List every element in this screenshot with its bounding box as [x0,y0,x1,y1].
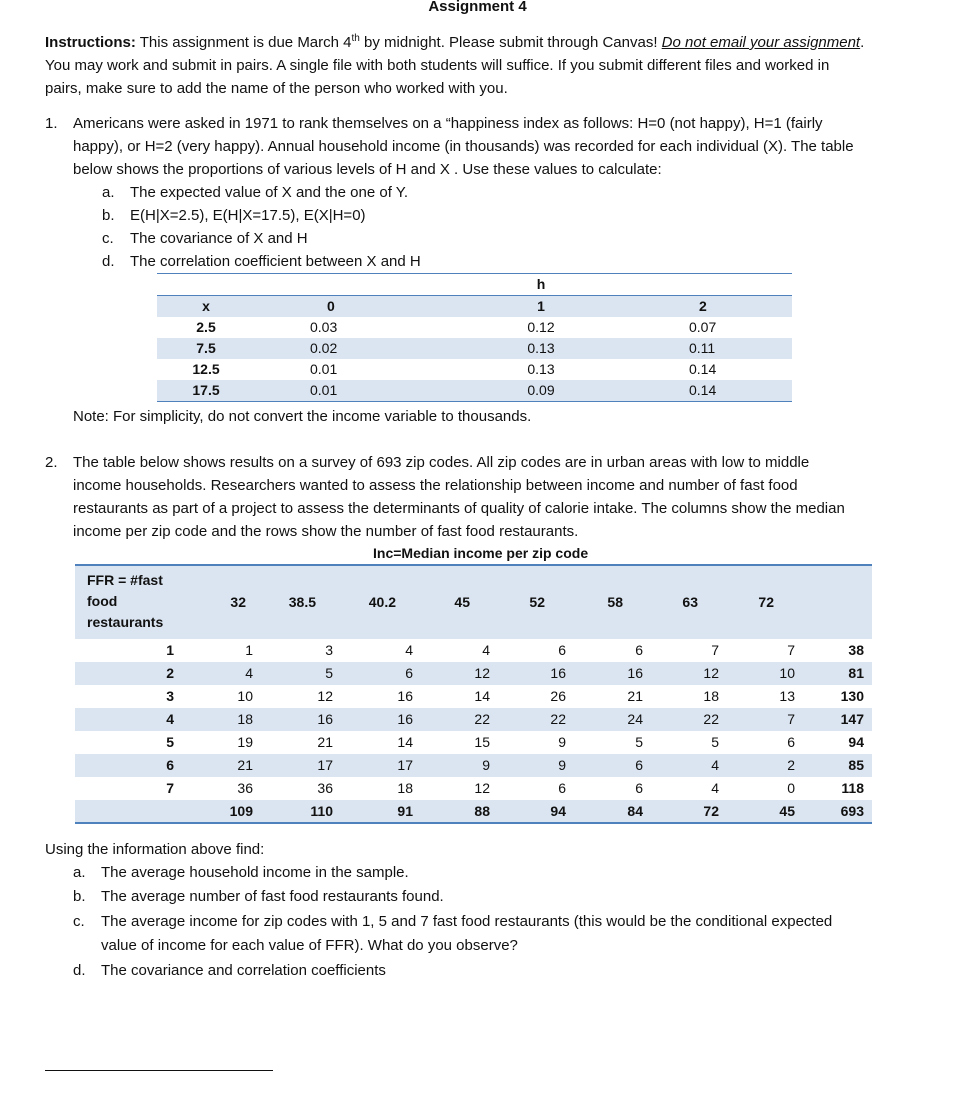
q1-prob-cell: 0.12 [527,319,555,335]
q2-count-cell: 22 [474,711,490,727]
q2-table [75,543,872,824]
instructions [45,31,915,54]
q2-count-cell: 21 [317,734,333,750]
table-row [75,777,872,800]
q1-item-d-text: The correlation coefficient between X and H [130,253,421,270]
q1-prob-cell: 0.07 [689,319,717,335]
q2-count-cell: 3 [325,642,333,658]
q1-item-b-letter: b. [102,207,115,224]
table-row [75,685,872,708]
q2-line-2: income households. Researchers wanted to assess the relationship between income and number of fast food [73,477,798,494]
q2-count-cell: 5 [325,665,333,681]
q2-count-cell: 15 [474,734,490,750]
q2-count-cell: 9 [558,757,566,773]
q2-row-total: 38 [848,642,864,658]
q2-count-cell: 16 [397,711,413,727]
q2-count-cell: 10 [237,688,253,704]
q2-count-cell: 18 [397,780,413,796]
q2-count-cell: 12 [474,780,490,796]
q2-count-cell: 36 [237,780,253,796]
q2-table-header-row [75,565,872,639]
table-row [157,317,792,338]
q2-count-cell: 4 [405,642,413,658]
q1-x-value: 7.5 [196,340,216,356]
table-row [75,731,872,754]
q2-count-cell: 6 [787,734,795,750]
table-row [75,708,872,731]
q2-count-cell: 4 [711,780,719,796]
q2-item-b-letter: b. [73,888,86,905]
q2-count-cell: 9 [558,734,566,750]
instructions-text-2: by midnight. Please submit through Canvas! [359,34,662,51]
q1-line-3: below shows the proportions of various levels of H and X . Use these values to calculate: [73,161,662,178]
instructions-text-1: This assignment is due March 4 [135,34,352,51]
q1-line-2: happy), or H=2 (very happy). Annual household income (in thousands) was recorded for each individual (X). The table [73,138,854,155]
q2-count-cell: 12 [703,665,719,681]
q2-column-total: 110 [310,802,333,819]
q2-count-cell: 6 [635,780,643,796]
q2-item-c-text-1: The average income for zip codes with 1, 5 and 7 fast food restaurants (this would be the conditional expected [101,913,833,930]
q1-prob-cell: 0.03 [310,319,338,335]
q1-prob-cell: 0.13 [527,340,555,356]
q2-count-cell: 1 [245,642,253,658]
instructions-label: Instructions: [45,34,136,51]
q2-count-cell: 17 [317,757,333,773]
q1-item-d-letter: d. [102,253,115,270]
q2-column-total: 91 [397,802,413,819]
q1-prob-cell: 0.14 [689,361,717,377]
table-row [157,380,792,402]
q2-item-b-text: The average number of fast food restaurants found. [101,888,444,905]
q1-number: 1. [45,115,58,132]
q1-prob-cell: 0.02 [310,340,338,356]
q2-count-cell: 16 [627,665,643,681]
q2-ffr-value: 2 [166,665,174,681]
q2-row-header-line: FFR = #fast [87,572,163,588]
q2-item-a-letter: a. [73,864,86,881]
q2-count-cell: 16 [317,711,333,727]
q2-count-cell: 22 [703,711,719,727]
instructions-emphasis-end: . [860,34,865,51]
instructions-line-3: pairs, make sure to add the name of the person who worked with you. [45,80,508,97]
q1-table-x-header: x [202,298,210,314]
q2-count-cell: 6 [558,642,566,658]
q2-count-cell: 4 [245,665,253,681]
q2-income-header: 72 [758,594,774,610]
q2-income-header: 38.5 [288,594,316,610]
q2-row-total: 130 [840,688,864,704]
q2-column-total: 88 [474,802,490,819]
q2-line-1: The table below shows results on a survey of 693 zip codes. All zip codes are in urban areas with low to middle [73,454,810,471]
q2-column-total: 84 [627,802,643,819]
q2-count-cell: 7 [787,711,795,727]
q1-table [157,273,792,402]
q2-item-c-letter: c. [73,913,85,930]
q2-count-cell: 7 [711,642,719,658]
q2-column-total: 109 [229,802,253,819]
q1-line-1: Americans were asked in 1971 to rank themselves on a “happiness index as follows: H=0 (not happy), H=1 (fairly [73,115,823,132]
q2-column-total: 72 [703,802,719,819]
q2-ffr-value: 1 [166,642,174,658]
q2-line-3: restaurants as part of a project to assess the determinants of quality of calorie intake. The columns show the median [73,500,845,517]
q1-prob-cell: 0.11 [689,340,716,356]
q2-ffr-value: 4 [166,711,174,727]
q2-count-cell: 6 [635,757,643,773]
q2-count-cell: 18 [703,688,719,704]
q2-income-header: 58 [607,594,623,610]
q2-row-header-line: food [87,593,118,609]
q2-count-cell: 36 [317,780,333,796]
q2-table-caption: Inc=Median income per zip code [373,545,589,561]
q2-income-header: 52 [529,594,545,610]
table-row [75,754,872,777]
q1-table-h-header: 1 [537,298,545,314]
q1-table-h-header: 0 [327,298,335,314]
q1-prob-cell: 0.13 [527,361,555,377]
q1-table-header-row [157,296,792,318]
q1-table-group-header: h [536,276,546,292]
q1-x-value: 12.5 [192,361,220,377]
q1-item-c-text: The covariance of X and H [130,230,308,247]
q2-item-d-text: The covariance and correlation coefficients [101,962,386,979]
q2-ffr-value: 5 [166,734,174,750]
q2-income-header: 63 [682,594,698,610]
q2-count-cell: 6 [635,642,643,658]
footnote-separator [45,1070,273,1071]
instructions-line-2: You may work and submit in pairs. A single file with both students will suffice. If you submit different files and worked in [45,57,830,74]
q1-prob-cell: 0.01 [310,382,338,398]
q2-grand-total: 693 [840,802,864,819]
q2-item-a-text: The average household income in the sample. [101,864,409,881]
q1-note: Note: For simplicity, do not convert the income variable to thousands. [73,408,532,425]
q2-ffr-value: 3 [166,688,174,704]
table-row [157,338,792,359]
table-row [75,662,872,685]
page-title: Assignment 4 [428,0,527,15]
q2-line-4: income per zip code and the rows show the number of fast food restaurants. [73,523,579,540]
q2-count-cell: 2 [787,757,795,773]
table-row [75,639,872,662]
q1-x-value: 2.5 [196,319,216,335]
q1-item-a-letter: a. [102,184,115,201]
q2-column-total: 45 [779,802,795,819]
q2-count-cell: 5 [711,734,719,750]
q2-income-header: 40.2 [368,594,396,610]
instructions-emphasis: Do not email your assignment [661,34,861,51]
q2-count-cell: 10 [779,665,795,681]
q2-count-cell: 6 [405,665,413,681]
q2-row-total: 94 [848,734,864,750]
q2-count-cell: 21 [627,688,643,704]
q1-item-b-text: E(H|X=2.5), E(H|X=17.5), E(X|H=0) [130,207,366,224]
q1-prob-cell: 0.09 [527,382,555,398]
q2-number: 2. [45,454,58,471]
q2-item-d-letter: d. [73,962,86,979]
q2-count-cell: 16 [397,688,413,704]
q2-row-total: 81 [848,665,864,681]
q2-row-header-line: restaurants [87,614,164,630]
q2-income-header: 32 [230,594,246,610]
q2-count-cell: 5 [635,734,643,750]
q2-row-header [75,565,180,639]
q2-count-cell: 24 [627,711,643,727]
q1-prob-cell: 0.01 [310,361,338,377]
q2-row-total: 118 [841,780,864,796]
q2-column-total: 94 [550,802,566,819]
q1-table-h-header: 2 [699,298,707,314]
q2-count-cell: 4 [711,757,719,773]
q2-count-cell: 22 [550,711,566,727]
table-row [157,359,792,380]
q2-count-cell: 21 [237,757,253,773]
q2-count-cell: 9 [482,757,490,773]
q2-count-cell: 0 [787,780,795,796]
q1-item-a-text: The expected value of X and the one of Y. [130,184,408,201]
q2-count-cell: 6 [558,780,566,796]
q2-row-total: 147 [840,711,864,727]
q2-caption-row [75,543,872,565]
q2-count-cell: 13 [779,688,795,704]
q2-count-cell: 7 [787,642,795,658]
q1-item-c-letter: c. [102,230,114,247]
q1-x-value: 17.5 [192,382,220,398]
q2-ffr-value: 7 [166,780,174,796]
q1-prob-cell: 0.14 [689,382,717,398]
q2-totals-row [75,800,872,823]
q2-count-cell: 19 [237,734,253,750]
q2-count-cell: 12 [474,665,490,681]
q2-count-cell: 12 [317,688,333,704]
q2-count-cell: 14 [474,688,490,704]
q2-row-total: 85 [848,757,864,773]
q2-count-cell: 14 [397,734,413,750]
q2-prompt: Using the information above find: [45,841,265,858]
q2-count-cell: 18 [237,711,253,727]
q2-count-cell: 4 [482,642,490,658]
q2-item-c-text-2: value of income for each value of FFR). What do you observe? [101,937,518,954]
q2-count-cell: 17 [397,757,413,773]
q2-income-header: 45 [454,594,470,610]
q1-table-group-row [157,274,792,296]
q2-count-cell: 16 [550,665,566,681]
q2-ffr-value: 6 [166,757,174,773]
instructions-sup: th [351,33,360,44]
q2-count-cell: 26 [550,688,566,704]
